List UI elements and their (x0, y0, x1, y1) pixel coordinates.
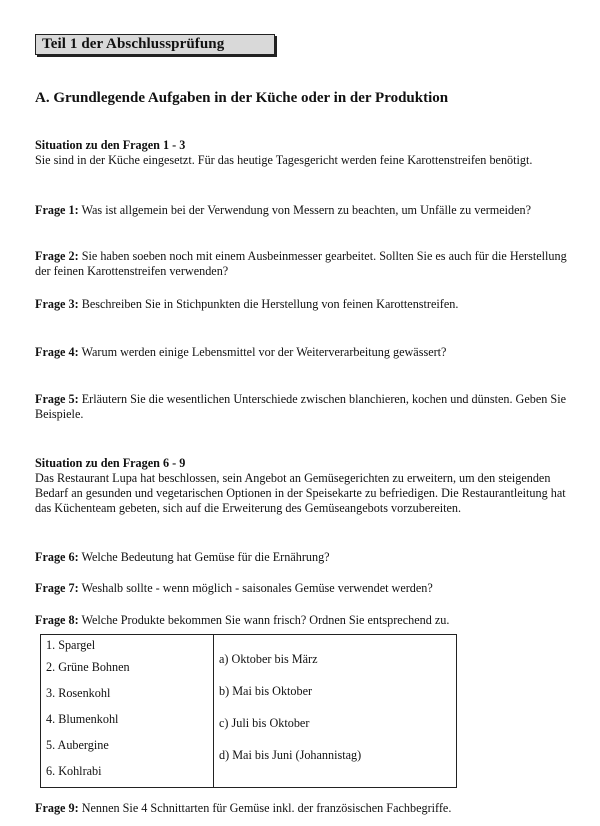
product-item: 5. Aubergine (46, 738, 109, 752)
question-5 (35, 392, 580, 422)
question-label: Frage 3: (35, 297, 79, 311)
situation-2-heading: Situation zu den Fragen 6 - 9 (35, 456, 186, 470)
question-text: Welche Produkte bekommen Sie wann frisch? Ordnen Sie entsprechend zu. (81, 613, 450, 627)
question-label: Frage 6: (35, 550, 79, 564)
question-text: Sie haben soeben noch mit einem Ausbeinmesser gearbeitet. Sollten Sie es auch für die Herstellung der feinen Karottenstreifen verwenden? (35, 249, 567, 278)
question-label: Frage 7: (35, 581, 79, 595)
question-9 (35, 801, 580, 816)
situation-2 (35, 456, 580, 516)
season-item: a) Oktober bis März (219, 652, 318, 666)
part-title-box (35, 34, 275, 55)
section-title: A. Grundlegende Aufgaben in der Küche oder in der Produktion (35, 90, 449, 106)
question-3 (35, 297, 580, 312)
product-item: 1. Spargel (46, 638, 96, 652)
question-2 (35, 249, 580, 279)
situation-2-text: Das Restaurant Lupa hat beschlossen, sein Angebot an Gemüsegerichten zu erweitern, um den steigenden Bedarf an gesunden und vegetarischen Optionen in der Speisekarte zu befriedigen. Die Restaurantleitung hat das Küchenteam gebeten, sich auf die Erweiterung des Gemüseangebots vorzubereiten. (35, 471, 566, 515)
question-text: Beschreiben Sie in Stichpunkten die Herstellung von feinen Karottenstreifen. (81, 297, 459, 311)
question-label: Frage 4: (35, 345, 79, 359)
question-1 (35, 203, 580, 218)
situation-1-text: Sie sind in der Küche eingesetzt. Für das heutige Tagesgericht werden feine Karottenstreifen benötigt. (35, 153, 533, 167)
situation-1-heading: Situation zu den Fragen 1 - 3 (35, 138, 186, 152)
season-item: b) Mai bis Oktober (219, 684, 313, 698)
question-7 (35, 581, 580, 596)
question-4 (35, 345, 580, 360)
question-text: Nennen Sie 4 Schnittarten für Gemüse inkl. der französischen Fachbegriffe. (81, 801, 452, 815)
question-label: Frage 2: (35, 249, 79, 263)
assignment-table (40, 634, 457, 788)
product-item: 3. Rosenkohl (46, 686, 111, 700)
question-8 (35, 613, 580, 628)
part-title: Teil 1 der Abschlussprüfung (42, 36, 225, 52)
product-item: 4. Blumenkohl (46, 712, 119, 726)
question-label: Frage 1: (35, 203, 79, 217)
product-item: 6. Kohlrabi (46, 764, 102, 778)
product-item: 2. Grüne Bohnen (46, 660, 130, 674)
question-label: Frage 5: (35, 392, 79, 406)
season-item: d) Mai bis Juni (Johannistag) (219, 748, 362, 762)
question-text: Was ist allgemein bei der Verwendung von Messern zu beachten, um Unfälle zu vermeiden? (81, 203, 532, 217)
situation-1 (35, 138, 580, 168)
table-row (41, 635, 457, 788)
season-item: c) Juli bis Oktober (219, 716, 310, 730)
question-text: Weshalb sollte - wenn möglich - saisonales Gemüse verwendet werden? (81, 581, 433, 595)
season-column (214, 635, 457, 788)
question-text: Welche Bedeutung hat Gemüse für die Ernährung? (81, 550, 330, 564)
question-text: Erläutern Sie die wesentlichen Unterschiede zwischen blanchieren, kochen und dünsten. Geben Sie Beispiele. (35, 392, 566, 421)
question-text: Warum werden einige Lebensmittel vor der Weiterverarbeitung gewässert? (81, 345, 447, 359)
product-column (41, 635, 214, 788)
question-label: Frage 9: (35, 801, 79, 815)
question-6 (35, 550, 580, 565)
question-label: Frage 8: (35, 613, 79, 627)
